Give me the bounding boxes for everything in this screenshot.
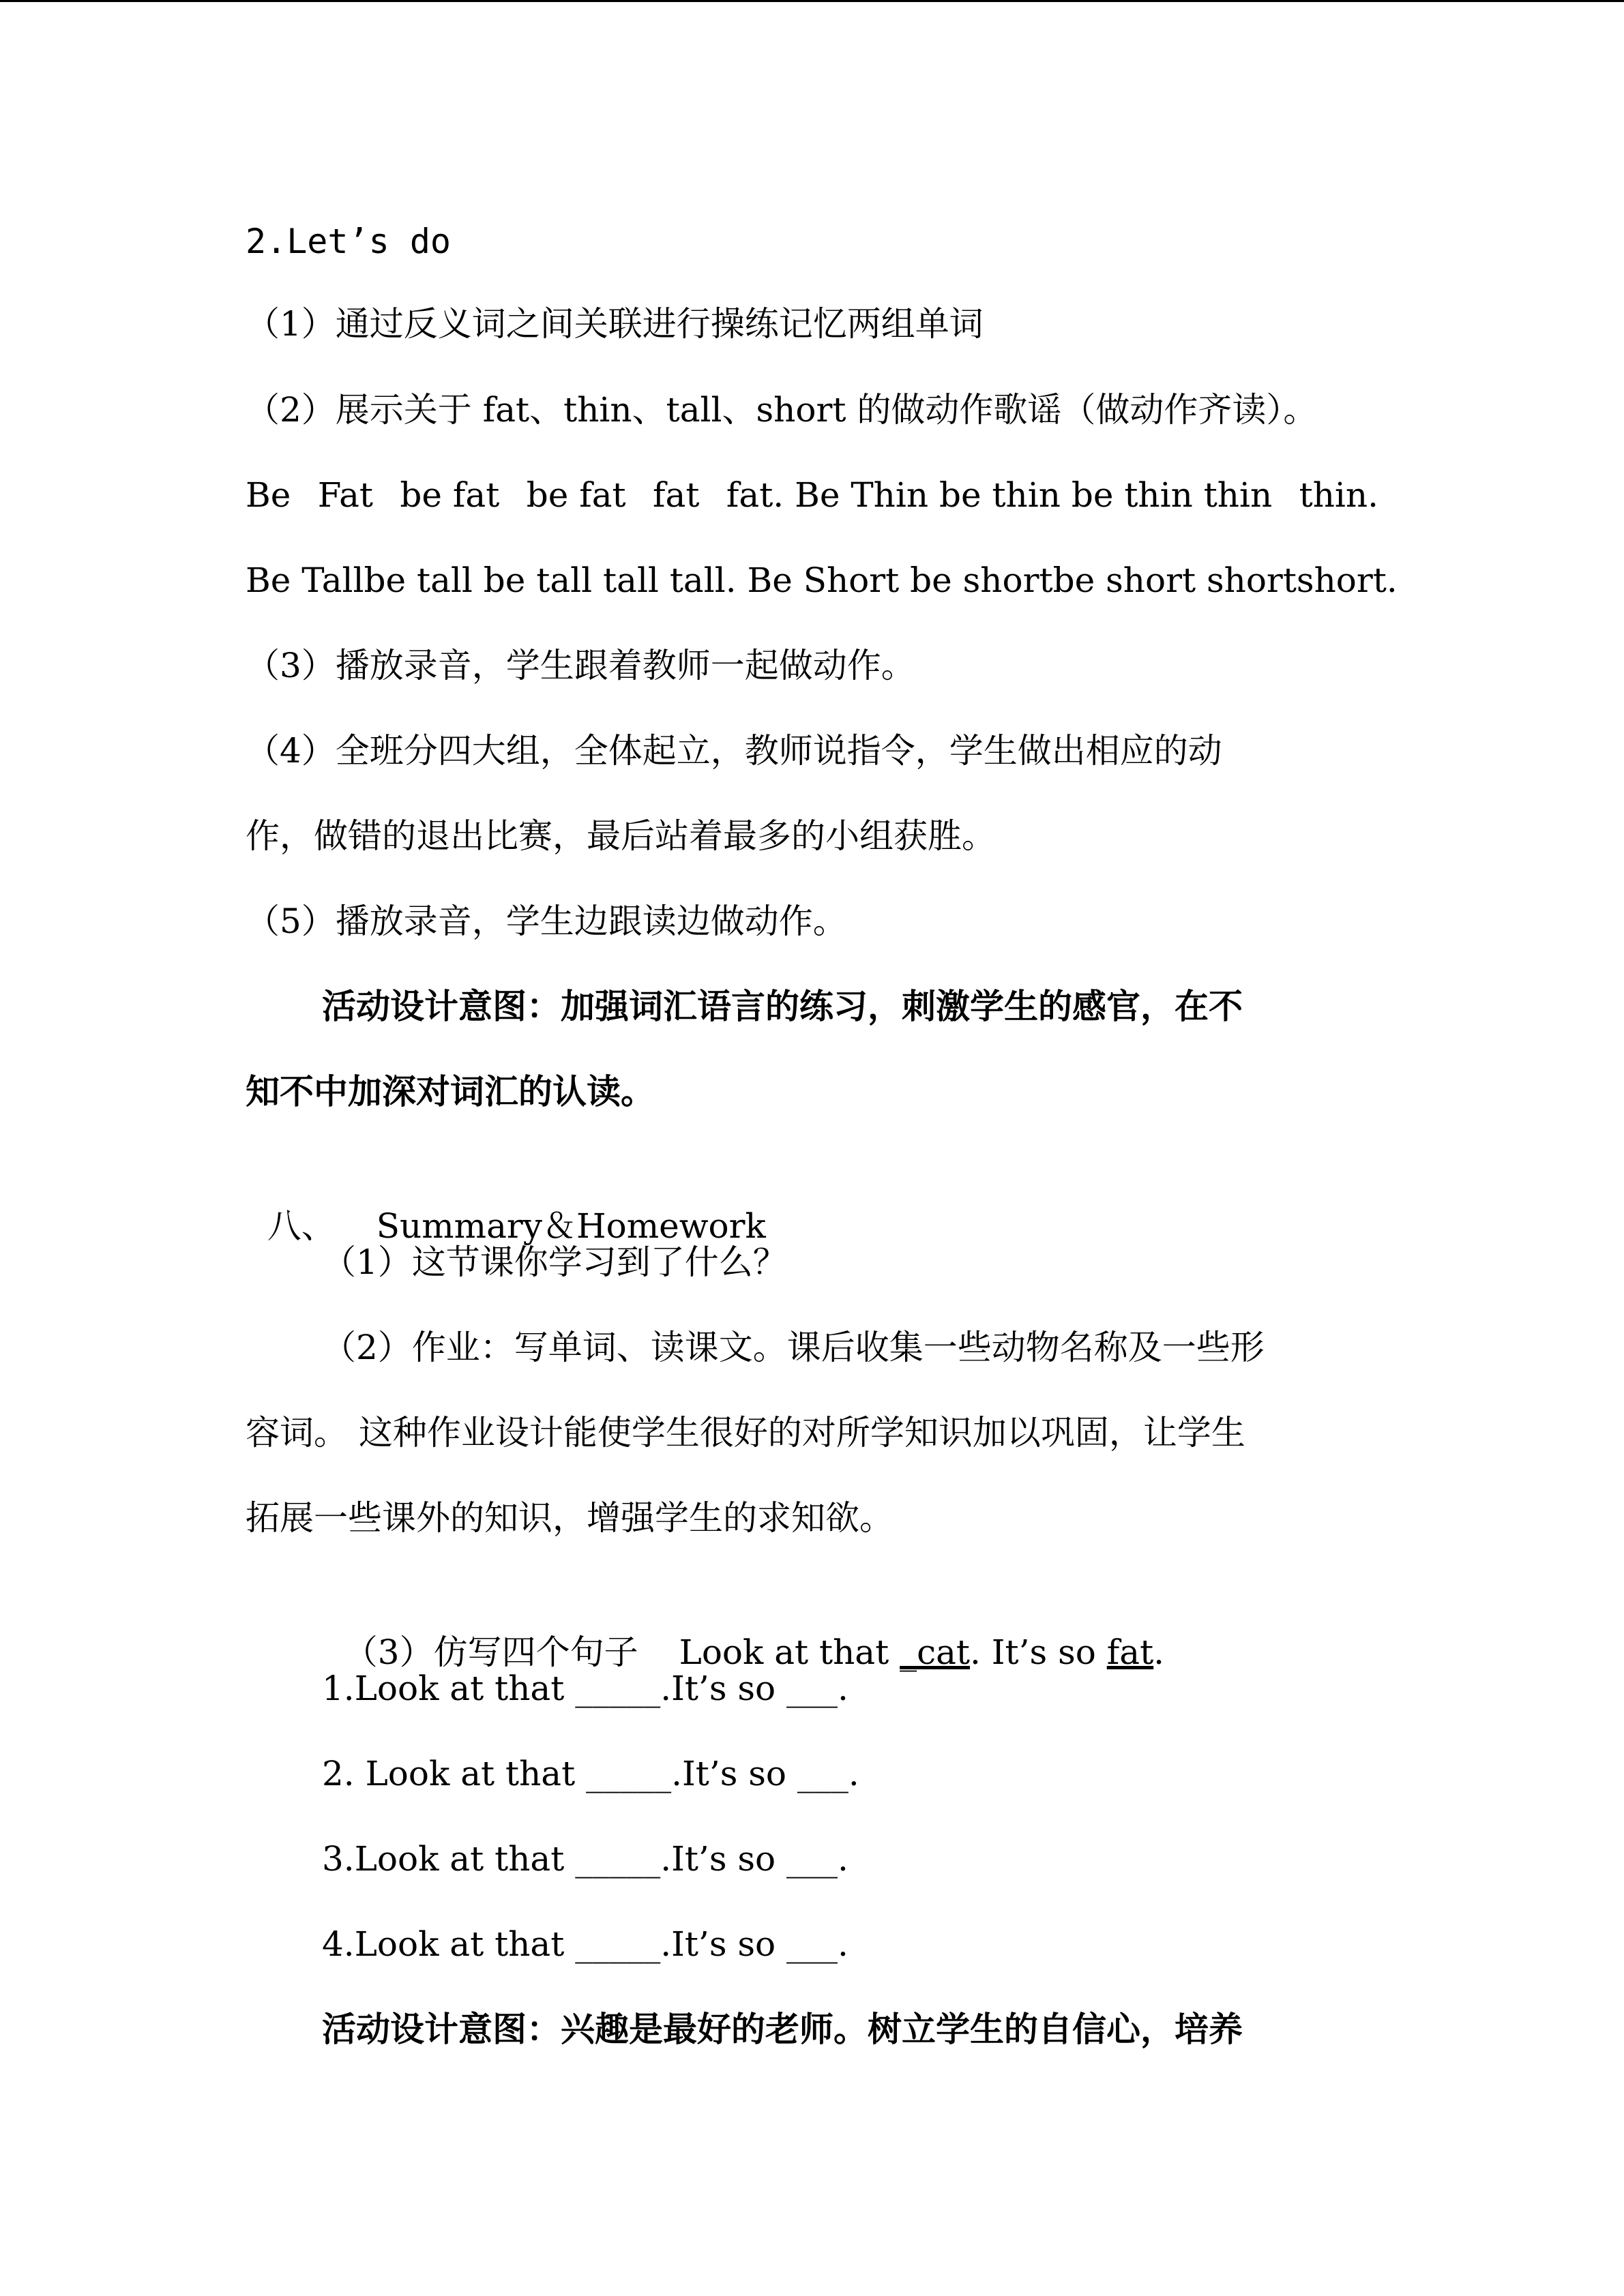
homework-item-2-continued-2: 拓展一些课外的知识，增强学生的求知欲。 — [246, 1498, 894, 1538]
fill-in-sentence-2: 2. Look at that _____.It’s so ___. — [322, 1754, 859, 1793]
example-sentence-mid: . It’s so — [970, 1632, 1107, 1672]
fill-in-sentence-4: 4.Look at that _____.It’s so ___. — [322, 1924, 848, 1964]
chant-word: be short short — [1052, 561, 1297, 600]
chant-word: fat. Be Thin be thin be thin thin — [726, 475, 1273, 515]
homework-item-3 — [322, 1579, 1378, 1677]
step-2-text: （2）展示关于 fat、thin、tall、short 的做动作歌谣（做动作齐读）。 — [246, 390, 1318, 430]
example-sentence-end: . — [1153, 1632, 1165, 1672]
step-5-text: （5）播放录音，学生边跟读边做动作。 — [246, 901, 847, 941]
homework-item-2-continued: 容词。 这种作业设计能使学生很好的对所学知识加以巩固，让学生 — [246, 1413, 1245, 1452]
example-noun: _cat — [900, 1632, 971, 1672]
example-sentence-start: Look at that — [679, 1632, 900, 1672]
section-heading-summary — [246, 1152, 1378, 1251]
design-intent-2: 活动设计意图：兴趣是最好的老师。树立学生的自信心，培养 — [322, 2010, 1243, 2049]
chant-word: fat — [653, 475, 700, 515]
chant-word: short. — [1296, 561, 1398, 600]
chant-word: be fat — [400, 475, 500, 515]
chant-word: Be Tall — [246, 561, 364, 600]
chant-line-2 — [246, 556, 1398, 605]
homework-question-1: （1）这节课你学习到了什么？ — [322, 1242, 787, 1282]
chant-word: thin. — [1299, 475, 1378, 515]
section-title: Summary＆Homework — [376, 1206, 766, 1246]
page-top-border — [0, 0, 1624, 2]
section-heading-lets-do: 2.Let’s do — [246, 222, 452, 261]
chant-word: be tall be tall tall tall. Be Short be short — [364, 561, 1053, 600]
homework-item-2: （2）作业：写单词、读课文。课后收集一些动物名称及一些形 — [322, 1328, 1265, 1367]
chant-line-1 — [246, 471, 1378, 520]
step-4-text-continued: 作，做错的退出比赛，最后站着最多的小组获胜。 — [246, 816, 996, 856]
step-1-text: （1）通过反义词之间关联进行操练记忆两组单词 — [246, 304, 984, 344]
example-adjective: fat — [1106, 1632, 1154, 1672]
chant-word: Be — [246, 475, 291, 515]
design-intent-1: 活动设计意图：加强词汇语言的练习，刺激学生的感官，在不 — [322, 987, 1243, 1026]
design-intent-1-continued: 知不中加深对词汇的认读。 — [246, 1072, 655, 1112]
step-4-text: （4）全班分四大组，全体起立，教师说指令，学生做出相应的动 — [246, 731, 1222, 771]
section-number: 八、 — [267, 1206, 336, 1246]
homework-item-3-label: （3）仿写四个句子 — [343, 1632, 638, 1672]
chant-word: be fat — [526, 475, 626, 515]
fill-in-sentence-3: 3.Look at that _____.It’s so ___. — [322, 1839, 848, 1879]
fill-in-sentence-1: 1.Look at that _____.It’s so ___. — [322, 1669, 848, 1708]
chant-word: Fat — [317, 475, 373, 515]
step-3-text: （3）播放录音，学生跟着教师一起做动作。 — [246, 646, 915, 685]
